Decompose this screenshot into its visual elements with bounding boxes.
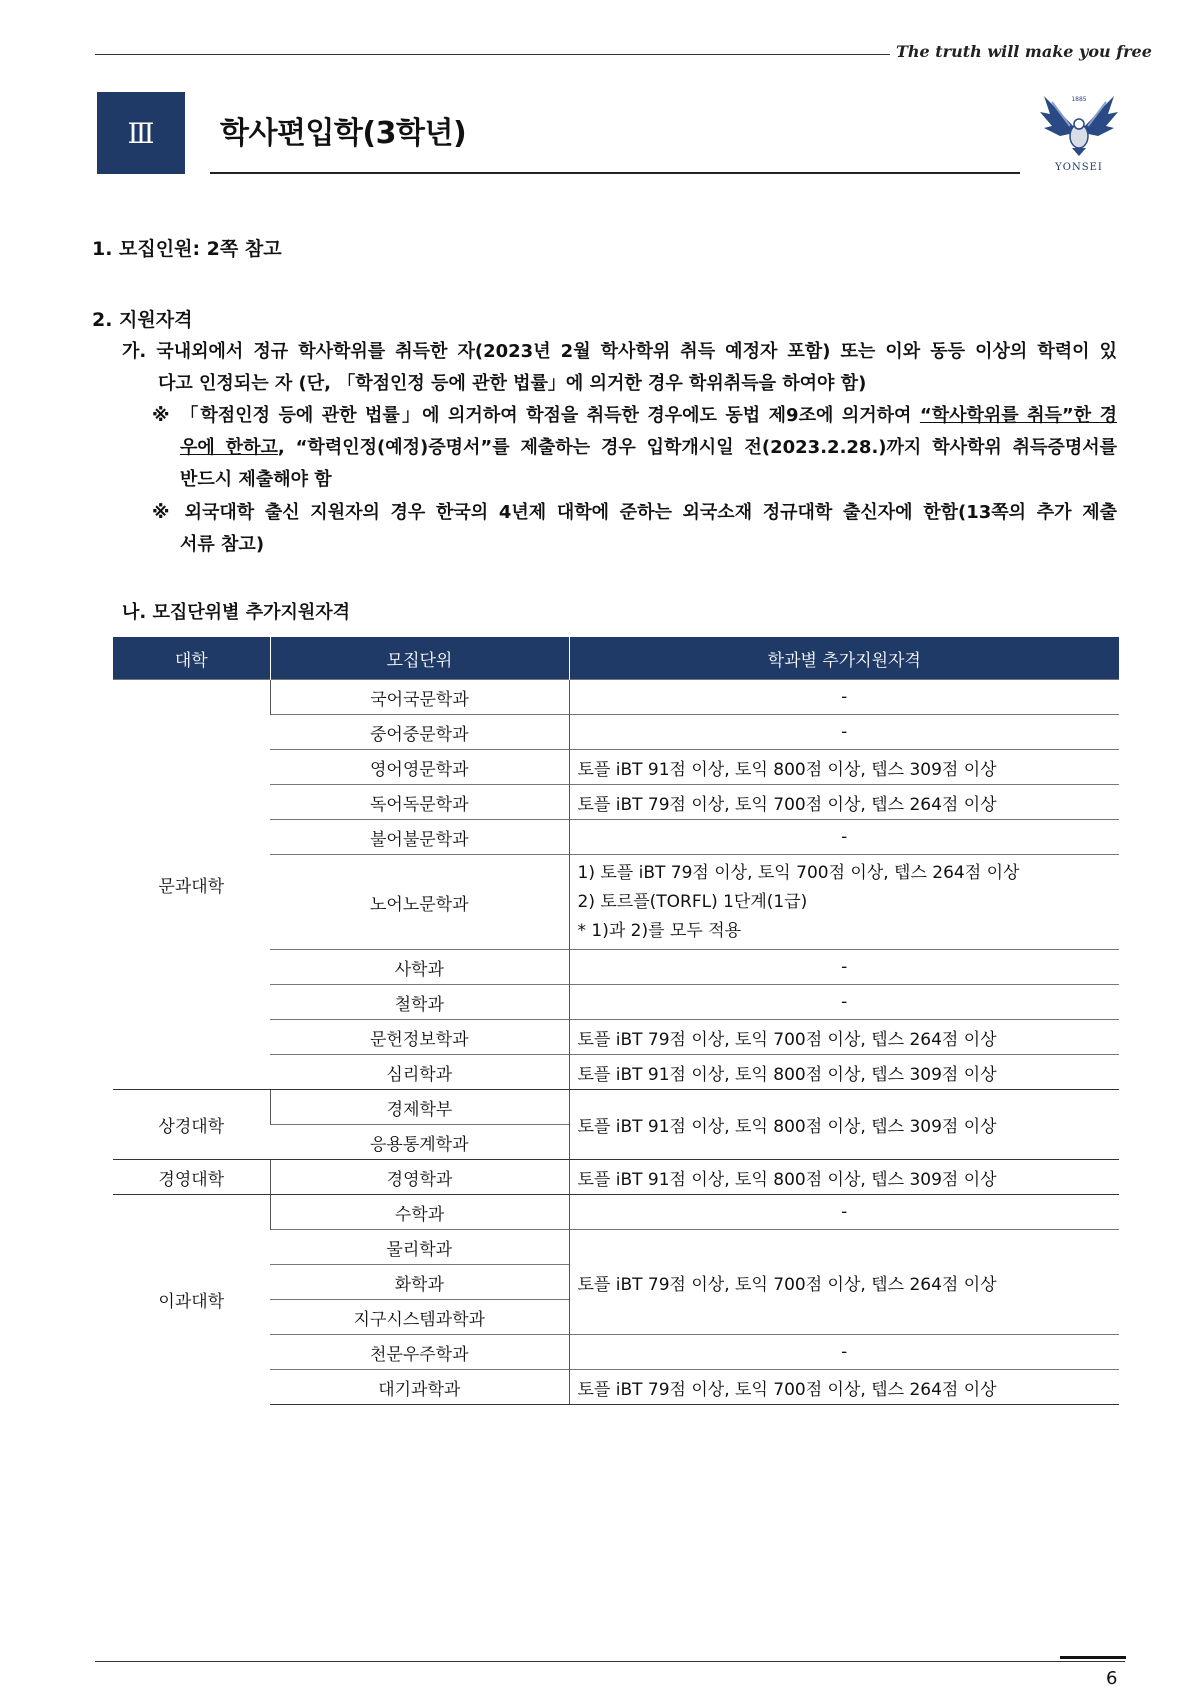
requirement-cell: - (569, 1195, 1119, 1230)
requirement-cell: - (569, 950, 1119, 985)
requirement-cell: - (569, 820, 1119, 855)
eligibility-ga (122, 336, 1117, 368)
unit-cell: 수학과 (270, 1195, 569, 1230)
section-number-box: Ⅲ (97, 92, 185, 174)
note-1-cont (180, 432, 1117, 496)
yonsei-eagle-logo (1036, 92, 1122, 174)
eligibility-ga-cont (158, 368, 1048, 400)
header-requirement: 학과별 추가지원자격 (569, 637, 1119, 680)
requirement-cell: 토플 iBT 79점 이상, 토익 700점 이상, 텝스 264점 이상 (569, 1370, 1119, 1405)
header-rule (95, 54, 890, 55)
requirement-line: * 1)과 2)를 모두 적용 (577, 920, 742, 941)
unit-cell: 영어영문학과 (270, 750, 569, 785)
subsection-na-heading: 나. 모집단위별 추가지원자격 (122, 602, 351, 623)
requirement-cell: - (569, 985, 1119, 1020)
unit-cell: 경제학부 (270, 1090, 569, 1125)
note-2-cont (180, 529, 580, 561)
requirement-cell: 토플 iBT 79점 이상, 토익 700점 이상, 텝스 264점 이상 (569, 1020, 1119, 1055)
header-college: 대학 (113, 637, 270, 680)
eligibility-ga-line-1: 가. 국내외에서 정규 학사학위를 취득한 자(2023년 2월 학사학위 취득 예정자 포함) 또는 이와 동등 이상의 학력이 있 (122, 341, 1117, 362)
requirement-cell-russian (569, 855, 1119, 950)
unit-cell: 중어중문학과 (270, 715, 569, 750)
note-1-underlined-2: 우에 한하고 (180, 437, 278, 458)
requirement-cell: - (569, 1335, 1119, 1370)
requirement-cell: - (569, 715, 1119, 750)
table-header-row (113, 637, 1119, 680)
unit-cell: 불어불문학과 (270, 820, 569, 855)
note-2 (152, 497, 1117, 529)
table-row (113, 1160, 1119, 1195)
page-number: 6 (1106, 1668, 1118, 1689)
college-cell: 문과대학 (113, 680, 270, 1090)
requirement-line: 2) 토르플(TORFL) 1단계(1급) (577, 891, 808, 912)
note-1-underlined-1: “학사학위를 취득”한 경 (919, 405, 1117, 426)
section-title: 학사편입학(3학년) (220, 116, 467, 151)
logo-year: 1885 (1071, 96, 1087, 103)
table-row (113, 1195, 1119, 1230)
college-cell: 상경대학 (113, 1090, 270, 1160)
requirement-cell: 토플 iBT 79점 이상, 토익 700점 이상, 텝스 264점 이상 (569, 1230, 1119, 1335)
requirement-cell: 토플 iBT 79점 이상, 토익 700점 이상, 텝스 264점 이상 (569, 785, 1119, 820)
unit-cell: 심리학과 (270, 1055, 569, 1090)
logo-text: YONSEI (1055, 162, 1103, 173)
item-1-recruitment-count: 1. 모집인원: 2쪽 참고 (92, 238, 282, 260)
note-1-line-1 (152, 400, 1117, 432)
note-1-rest: , “학력인정(예정)증명서”를 제출하는 경우 입학개시일 전(2023.2.28.)까지 학사학위 취득증명서를 (277, 437, 1117, 458)
eligibility-ga-line-2: 다고 인정되는 자 (단, 「학점인정 등에 관한 법률」에 의거한 경우 학위취득을 하여야 함) (158, 373, 867, 394)
item-2-eligibility: 2. 지원자격 (92, 309, 193, 331)
unit-cell: 응용통계학과 (270, 1125, 569, 1160)
header-unit: 모집단위 (270, 637, 569, 680)
college-cell: 경영대학 (113, 1160, 270, 1195)
note-1 (152, 400, 1117, 432)
note-2-line-2: 서류 참고) (180, 534, 265, 555)
unit-cell: 철학과 (270, 985, 569, 1020)
requirement-line: 1) 토플 iBT 79점 이상, 토익 700점 이상, 텝스 264점 이상 (577, 862, 1020, 883)
unit-cell: 사학과 (270, 950, 569, 985)
unit-cell: 독어독문학과 (270, 785, 569, 820)
header-motto: The truth will make you free (896, 42, 1152, 61)
section-title-rule (210, 172, 1020, 174)
college-cell: 이과대학 (113, 1195, 270, 1405)
table-row (113, 680, 1119, 715)
unit-cell: 대기과학과 (270, 1370, 569, 1405)
requirement-cell: 토플 iBT 91점 이상, 토익 800점 이상, 텝스 309점 이상 (569, 1055, 1119, 1090)
unit-cell: 국어국문학과 (270, 680, 569, 715)
note-1-line-2 (180, 432, 1117, 464)
unit-cell: 경영학과 (270, 1160, 569, 1195)
unit-cell: 노어노문학과 (270, 855, 569, 950)
additional-requirements-table (113, 637, 1119, 1405)
unit-cell: 물리학과 (270, 1230, 569, 1265)
requirement-cell: 토플 iBT 91점 이상, 토익 800점 이상, 텝스 309점 이상 (569, 750, 1119, 785)
note-1-prefix: ※ 「학점인정 등에 관한 법률」에 의거하여 학점을 취득한 경우에도 동법 제9조에 의거하여 (152, 405, 920, 426)
footer-page-mark (1060, 1656, 1126, 1659)
requirement-cell: - (569, 680, 1119, 715)
footer-rule (95, 1661, 1125, 1662)
unit-cell: 화학과 (270, 1265, 569, 1300)
requirement-cell: 토플 iBT 91점 이상, 토익 800점 이상, 텝스 309점 이상 (569, 1090, 1119, 1160)
note-1-line-3: 반드시 제출해야 함 (180, 469, 332, 490)
note-2-line-1: ※ 외국대학 출신 지원자의 경우 한국의 4년제 대학에 준하는 외국소재 정규대학 출신자에 한함(13쪽의 추가 제출 (152, 502, 1117, 523)
requirement-cell: 토플 iBT 91점 이상, 토익 800점 이상, 텝스 309점 이상 (569, 1160, 1119, 1195)
unit-cell: 지구시스템과학과 (270, 1300, 569, 1335)
unit-cell: 문헌정보학과 (270, 1020, 569, 1055)
table-row (113, 1090, 1119, 1125)
unit-cell: 천문우주학과 (270, 1335, 569, 1370)
